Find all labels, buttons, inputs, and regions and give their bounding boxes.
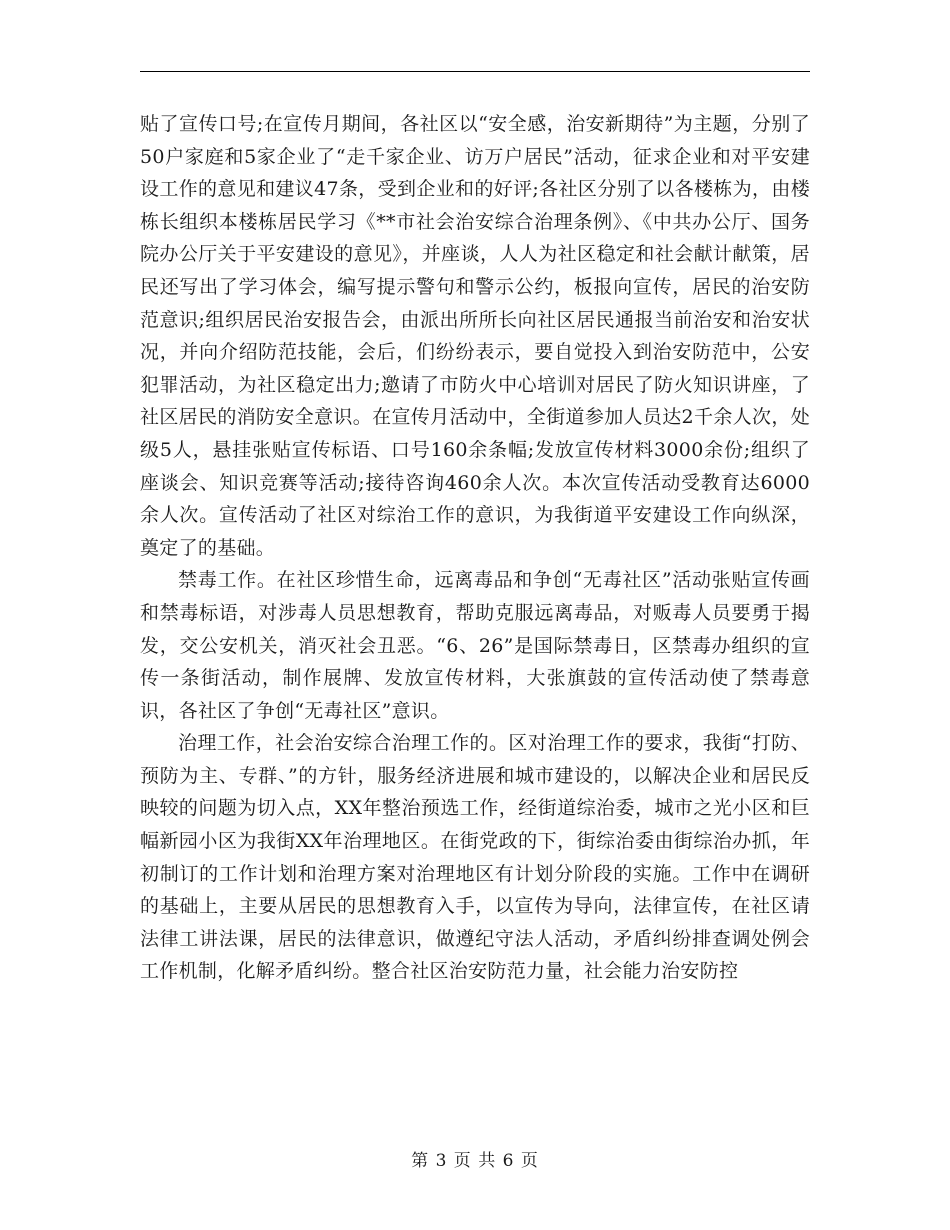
paragraph-publicity: 贴了宣传口号;在宣传月期间，各社区以“安全感，治安新期待”为主题，分别了50户家庭和5家企业了“走千家企业、访万户居民”活动，征求企业和对平安建设工作的意见和建议47条，受到企业和的好评;各社区分别了以各楼栋为，由楼栋长组织本楼栋居民学习《**市社会治安综合治理条例》、《中共办公厅、国务院办公厅关于平安建设的意见》，并座谈，人人为社区稳定和社会献计献策，居民还写出了学习体会，编写提示警句和警示公约，板报向宣传，居民的治安防范意识;组织居民治安报告会，由派出所所长向社区居民通报当前治安和治安状况，并向介绍防范技能，会后，们纷纷表示，要自觉投入到治安防范中，公安犯罪活动，为社区稳定出力;邀请了市防火中心培训对居民了防火知识讲座，了社区居民的消防安全意识。在宣传月活动中，全街道参加人员达2千余人次，处级5人，悬挂张贴宣传标语、口号160余条幅;发放宣传材料3000余份;组织了座谈会、知识竞赛等活动;接待咨询460余人次。本次宣传活动受教育达6000余人次。宣传活动了社区对综治工作的意识，为我街道平安建设工作向纵深，奠定了的基础。: [140, 113, 810, 559]
paragraph-anti-drug: 禁毒工作。在社区珍惜生命，远离毒品和争创“无毒社区”活动张贴宣传画和禁毒标语，对涉毒人员思想教育，帮助克服远离毒品，对贩毒人员要勇于揭发，交公安机关，消灭社会丑恶。“6、26”是国际禁毒日，区禁毒办组织的宣传一条街活动，制作展牌、发放宣传材料，大张旗鼓的宣传活动使了禁毒意识，各社区了争创“无毒社区”意识。: [140, 569, 810, 722]
document-body: [140, 108, 810, 988]
header-rule: [140, 71, 810, 72]
page-number: 第 3 页 共 6 页: [411, 1151, 539, 1171]
paragraph-governance: 治理工作，社会治安综合治理工作的。区对治理工作的要求，我街“打防、预防为主、专群、”的方针，服务经济进展和城市建设的，以解决企业和居民反映较的问题为切入点，XX年整治预选工作，经街道综治委，城市之光小区和巨幅新园小区为我街XX年治理地区。在街党政的下，街综治委由街综治办抓，年初制订的工作计划和治理方案对治理地区有计划分阶段的实施。工作中在调研的基础上，主要从居民的思想教育入手，以宣传为导向，法律宣传，在社区请法律工讲法课，居民的法律意识，做遵纪守法人活动，矛盾纠纷排查调处例会工作机制，化解矛盾纠纷。整合社区治安防范力量，社会能力治安防控: [140, 732, 810, 983]
